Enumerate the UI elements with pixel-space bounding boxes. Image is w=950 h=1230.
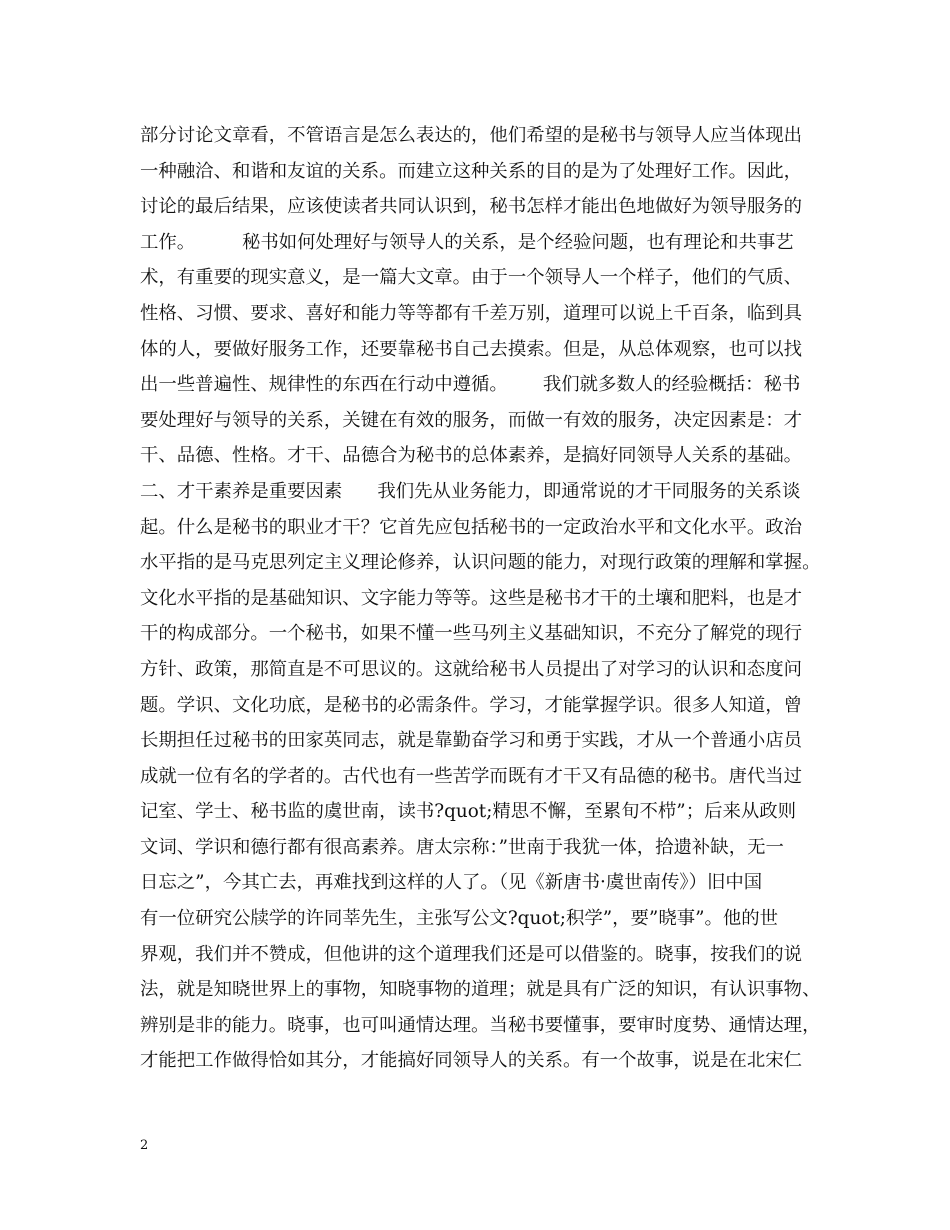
- text-line: 记室、学士、秘书监的虞世南，读书?quot;精思不懈，至累旬不栉”；后来从政则: [140, 801, 797, 823]
- text-line: 讨论的最后结果，应该使读者共同认识到，秘书怎样才能出色地做好为领导服务的: [140, 196, 803, 218]
- text-line: 干的构成部分。一个秘书，如果不懂一些马列主义基础知识，不充分了解党的现行: [140, 623, 803, 645]
- text-line: 一种融洽、和谐和友谊的关系。而建立这种关系的目的是为了处理好工作。因此，: [140, 160, 803, 182]
- text-line: 起。什么是秘书的职业才干？它首先应包括秘书的一定政治水平和文化水平。政治: [140, 516, 803, 538]
- text-line: 成就一位有名的学者的。古代也有一些苦学而既有才干又有品德的秘书。唐代当过: [140, 765, 803, 787]
- text-line: 界观，我们并不赞成，但他讲的这个道理我们还是可以借鉴的。晓事，按我们的说: [140, 943, 803, 965]
- text-line: 文化水平指的是基础知识、文字能力等等。这些是秘书才干的土壤和肥料，也是才: [140, 587, 803, 609]
- text-line: 工作。 秘书如何处理好与领导人的关系，是个经验问题，也有理论和共事艺: [140, 231, 794, 253]
- text-line: 题。学识、文化功底，是秘书的必需条件。学习，才能掌握学识。很多人知道，曾: [140, 694, 803, 716]
- text-line: 要处理好与领导的关系，关键在有效的服务，而做一有效的服务，决定因素是：才: [140, 409, 803, 431]
- text-line: 干、品德、性格。才干、品德合为秘书的总体素养，是搞好同领导人关系的基础。: [140, 445, 803, 467]
- text-line: 水平指的是马克思列定主义理论修养，认识问题的能力，对现行政策的理解和掌握。: [140, 552, 821, 574]
- text-line: 部分讨论文章看，不管语言是怎么表达的，他们希望的是秘书与领导人应当体现出: [140, 125, 803, 146]
- text-line: 二、才干素养是重要因素 我们先从业务能力，即通常说的才干同服务的关系谈: [140, 480, 801, 502]
- text-line: 有一位研究公牍学的许同莘先生，主张写公文?quot;积学”，要”晓事”。他的世: [140, 908, 779, 930]
- text-line: 长期担任过秘书的田家英同志，就是靠勤奋学习和勇于实践，才从一个普通小店员: [140, 730, 803, 752]
- page-number: 2: [140, 1138, 149, 1153]
- text-line: 日忘之”，今其亡去，再难找到这样的人了。（见《新唐书·虞世南传》）旧中国: [140, 872, 763, 894]
- text-line: 法，就是知晓世界上的事物，知晓事物的道理；就是具有广泛的知识，有认识事物、: [140, 979, 821, 1001]
- text-line: 方针、政策，那简直是不可思议的。这就给秘书人员提出了对学习的认识和态度问: [140, 658, 803, 680]
- text-line: 出一些普遍性、规律性的东西在行动中遵循。 我们就多数人的经验概括：秘书: [140, 374, 801, 396]
- text-line: 文词、学识和德行都有很高素养。唐太宗称：”世南于我犹一体，拾遗补缺，无一: [140, 836, 784, 858]
- text-line: 体的人，要做好服务工作，还要靠秘书自己去摸索。但是，从总体观察，也可以找: [140, 338, 803, 360]
- text-line: 术，有重要的现实意义，是一篇大文章。由于一个领导人一个样子，他们的气质、: [140, 267, 803, 289]
- text-line: 性格、习惯、要求、喜好和能力等等都有千差万别，道理可以说上千百条，临到具: [140, 302, 803, 324]
- body-text: [140, 118, 830, 1079]
- text-line: 才能把工作做得恰如其分，才能搞好同领导人的关系。有一个故事，说是在北宋仁: [140, 1050, 803, 1072]
- text-line: 辨别是非的能力。晓事，也可叫通情达理。当秘书要懂事，要审时度势、通情达理，: [140, 1014, 821, 1036]
